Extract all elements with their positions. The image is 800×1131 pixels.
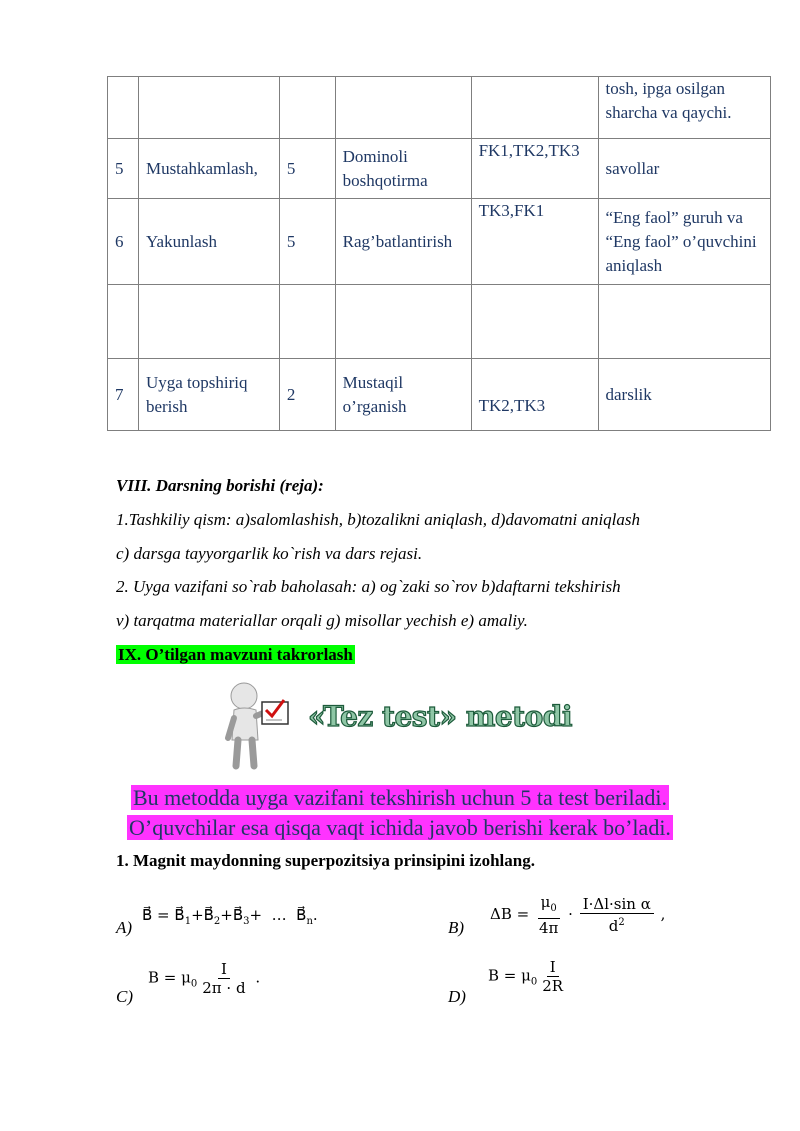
cell-method: Rag’batlantirish xyxy=(335,199,471,285)
option-d-formula: $B = \mu_0$ $\frac{I}{2R}$ xyxy=(488,958,564,995)
cell-number: 6 xyxy=(108,199,139,285)
cell-stage: Yakunlash xyxy=(138,199,279,285)
table-row xyxy=(108,359,771,431)
option-a-formula: B⃗ = $B⃗_1+B⃗_2+B⃗_3+$ … $B⃗_n$. xyxy=(142,906,318,927)
table-row xyxy=(108,139,771,199)
cell-number: 5 xyxy=(108,139,139,199)
cell-tools: tosh, ipga osilgan sharcha va qaychi. xyxy=(598,77,771,139)
cell-competence: TK2,TK3 xyxy=(471,359,598,431)
cell-method xyxy=(335,77,471,139)
cell-tools: savollar xyxy=(598,139,771,199)
cell-tools: “Eng faol” guruh va “Eng faol” o’quvchini aniqlash xyxy=(598,199,771,285)
cell-competence: FK1,TK2,TK3 xyxy=(471,139,598,199)
intro-line-1: Bu metodda uyga vazifani tekshirish uchun 5 ta test beriladi. xyxy=(133,785,667,810)
plan-line-2: c) darsga tayyorgarlik ko`rish va dars rejasi. xyxy=(116,544,423,563)
cell-stage: Uyga topshiriq berish xyxy=(138,359,279,431)
cell-competence xyxy=(471,285,598,359)
option-a-label[interactable]: A) xyxy=(116,918,133,937)
cell-competence xyxy=(471,77,598,139)
option-c-label[interactable]: C) xyxy=(116,987,133,1006)
option-b-formula: ΔB = $\frac{\mu_0}{4\pi}$ · $\frac{\text{I·Δl·sin α}}{d^2}$ , xyxy=(490,893,666,937)
lesson-plan-table xyxy=(107,76,771,431)
cell-method: Mustaqil o’rganish xyxy=(335,359,471,431)
cell-competence: TK3,FK1 xyxy=(471,199,598,285)
cell-number xyxy=(108,285,139,359)
table-row xyxy=(108,285,771,359)
option-b-label[interactable]: B) xyxy=(448,918,465,937)
intro-line-2: O’quvchilar esa qisqa vaqt ichida javob berishi kerak bo’ladi. xyxy=(129,815,671,840)
plan-line-1: 1.Tashkiliy qism: a)salomlashish, b)tozalikni aniqlash, d)davomatni aniqlash xyxy=(116,510,641,529)
plan-line-3: 2. Uyga vazifani so`rab baholasah: a) og`zaki so`rov b)daftarni tekshirish xyxy=(116,577,621,596)
cell-number xyxy=(108,77,139,139)
cell-minutes: 2 xyxy=(279,359,335,431)
question-text: 1. Magnit maydonning superpozitsiya prinsipini izohlang. xyxy=(116,851,535,870)
cell-stage: Mustahkamlash, xyxy=(138,139,279,199)
table-row xyxy=(108,199,771,285)
cell-minutes xyxy=(279,77,335,139)
table-row xyxy=(108,77,771,139)
option-d-label[interactable]: D) xyxy=(448,987,466,1006)
cell-minutes: 5 xyxy=(279,199,335,285)
section-9-heading: IX. O’tilgan mavzuni takrorlash xyxy=(118,645,353,664)
cell-tools xyxy=(598,285,771,359)
cell-stage xyxy=(138,77,279,139)
section-8-heading: VIII. Darsning borishi (reja): xyxy=(116,476,324,495)
cell-tools: darslik xyxy=(598,359,771,431)
banner-title: «Tez test» metodi xyxy=(308,700,573,733)
cell-number: 7 xyxy=(108,359,139,431)
cell-minutes xyxy=(279,285,335,359)
cell-method xyxy=(335,285,471,359)
person-with-checklist-icon xyxy=(222,680,302,772)
cell-minutes: 5 xyxy=(279,139,335,199)
option-c-formula: $B = \mu_0$ $\frac{I}{2\pi \cdot d}$ . xyxy=(148,960,261,997)
cell-stage xyxy=(138,285,279,359)
plan-line-4: v) tarqatma materiallar orqali g) misollar yechish e) amaliy. xyxy=(116,611,528,630)
cell-method: Dominoli boshqotirma xyxy=(335,139,471,199)
